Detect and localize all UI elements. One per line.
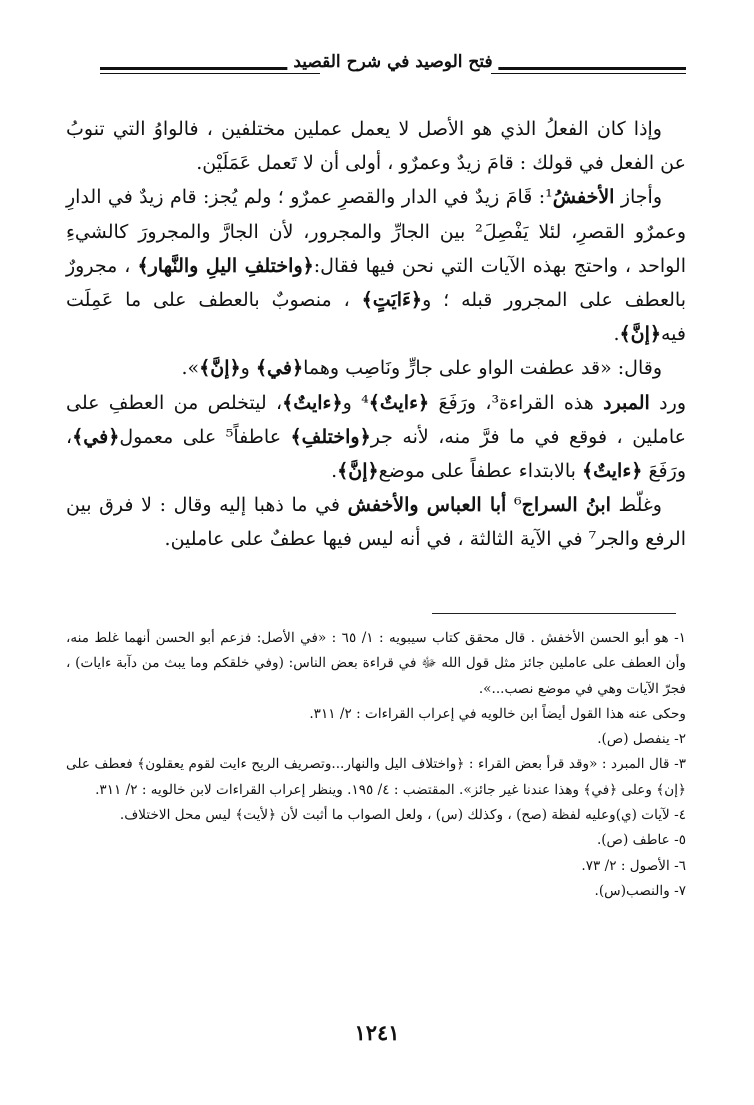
header-rule-right-thin <box>491 73 686 74</box>
footnotes <box>66 626 686 904</box>
text-run: ». <box>181 357 200 380</box>
bold-term: ﴿إنَّ﴾ <box>619 323 661 346</box>
bold-term: المبرد <box>603 391 650 414</box>
footnote: ٧- والنصب(س). <box>594 882 686 899</box>
bold-term: ﴿واختلفِ اليلِ والنَّهار﴾ <box>137 254 314 277</box>
text-run: و <box>240 357 256 380</box>
bold-term: ﴿في﴾ <box>72 425 120 448</box>
bold-term: ﴿ءَايَتٍ﴾ <box>361 289 423 312</box>
text-run: ، ورَفَعَ <box>66 425 686 483</box>
text-run: . <box>613 323 620 346</box>
bold-term: ابنُ السراج <box>521 494 611 517</box>
text-run: ⁴ و <box>342 391 369 414</box>
running-header <box>100 52 686 92</box>
text-run: هذه القراءة³، ورَفَعَ <box>429 391 604 414</box>
bold-term: ﴿إنَّ﴾ <box>199 357 241 380</box>
footnote: ٥- عاطف (ص). <box>596 832 686 849</box>
main-text <box>66 112 686 557</box>
bold-term: ﴿ءايتٌ﴾ <box>282 391 343 414</box>
text-run: عاطفاً⁵ على معمول <box>119 425 291 448</box>
text-run: ، ليتخلص من العطفِ على عاملين ، فوقع في ما فرَّ منه، لأنه جر <box>66 391 686 448</box>
paragraph <box>66 180 686 351</box>
footnote: وحكى عنه هذا القول أيضاً ابن خالويه في إعراب القراءات : ٢/ ٣١١. <box>309 705 686 722</box>
text-run: ، مجرورٌ بالعطف على المجرور قبله ؛ و <box>66 254 686 312</box>
paragraph <box>66 488 686 556</box>
page-number: ١٢٤١ <box>354 1020 400 1045</box>
text-run: وقال: «قد عطفت الواو على جارٍّ ونَاصِب وهما <box>303 357 662 380</box>
text-run: وإذا كان الفعلُ الذي هو الأصل لا يعمل عملين مختلفين ، فالواوُ التي تنوبُ عن الفعل في قولك : قامَ زيدٌ وعمرٌو ، أولى أن لا تَعمل عَمَلَيْن. <box>66 118 686 175</box>
bold-term: أبا العباس والأخفش <box>347 494 507 517</box>
paragraph <box>66 351 686 385</box>
footnote: ٢- ينفصل (ص). <box>597 731 686 748</box>
footnote: ٦- الأصول : ٢/ ٧٣. <box>581 857 686 874</box>
bold-term: الأخفشُ <box>552 186 615 209</box>
header-rule-left-thin <box>100 73 320 74</box>
bold-term: ﴿واختلفِ﴾ <box>290 425 371 448</box>
text-run: وأجاز <box>614 186 662 209</box>
footnote: ١- هو أبو الحسن الأخفش . قال محقق كتاب سيبويه : ١/ ٦٥ : «في الأصل: فزعم أبو الحسن أنهما غلط منه، وأن العطف على عاملين جائز مثل قول الله ﷻ في قراءة بعض الناس: (وفي خلقكم وما يبث من دآبة ءايات) ، فجرّ الآيات وهي في موضع نصب...». <box>66 630 686 697</box>
text-run: ، منصوبٌ بالعطف على ما عَمِلَت فيه <box>66 289 686 346</box>
text-run: ¹: قَامَ زيدٌ في الدار والقصرِ عمرٌو ؛ ولم يُجز: قام زيدٌ في الدارِ وعمرٌو القصرِ، لئلا يَفْصِلَ² بين الجارِّ والمجرور، لأن الجارَّ والمجرورَ كالشيءِ الواحد ، واحتج بهذه الآيات التي نحن فيها فقال: <box>66 186 686 277</box>
text-run: في ما ذهبا إليه وقال : لا فرق بين الرفع والجر⁷ في الآية الثالثة ، في أنه ليس فيها عطفٌ على عاملين. <box>66 494 686 551</box>
footnote-separator <box>432 613 676 614</box>
text-run: . <box>331 460 338 483</box>
text-run: ⁶ <box>506 494 522 517</box>
footnote: ٤- لآيات (ي)وعليه لفظة (صح) ، وكذلك (س) ، ولعل الصواب ما أثبت لأن ﴿لأيت﴾ ليس محل الاختلاف. <box>119 807 686 824</box>
paragraph <box>66 386 686 489</box>
footnote: ٣- قال المبرد : «وقد قرأ بعض القراء : ﴿واختلاف اليل والنهار...وتصريف الريح ءايت لقوم يعقلون﴾ فعطف على ﴿إن﴾ وعلى ﴿في﴾ وهذا عندنا غير جائز». المقتضب : ٤/ ١٩٥. وينظر إعراب القراءات لابن خالويه : ٢/ ٣١١. <box>66 756 686 798</box>
header-title: فتح الوصيد في شرح القصيد <box>287 52 498 72</box>
text-run: وغلّط <box>610 494 662 517</box>
header-rule-right <box>491 67 686 70</box>
bold-term: ﴿في﴾ <box>255 357 304 380</box>
bold-term: ﴿إنَّ﴾ <box>337 460 379 483</box>
bold-term: ﴿ءايتٌ﴾ <box>581 460 643 483</box>
bold-term: ﴿ءايتٌ﴾ <box>368 391 430 414</box>
text-run: بالابتداء عطفاً على موضع <box>378 460 582 483</box>
paragraph <box>66 112 686 180</box>
text-run: ورد <box>649 391 686 414</box>
